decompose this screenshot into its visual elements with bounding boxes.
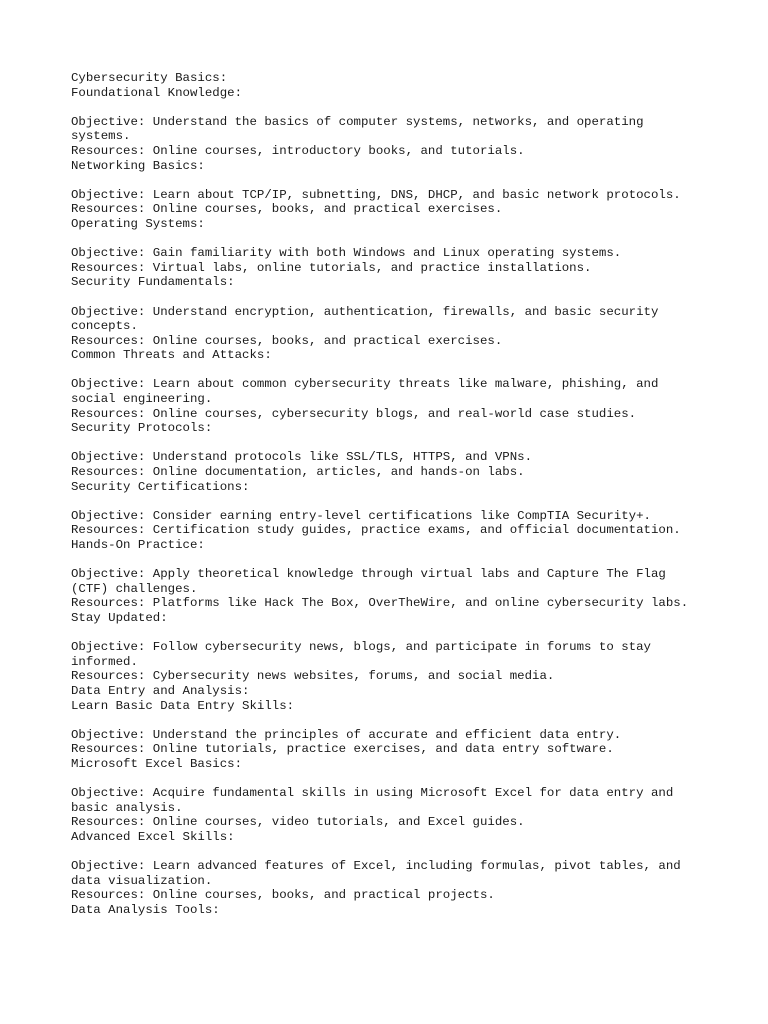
objective-line: Objective: Consider earning entry-level certifications like CompTIA Security+. [71,508,651,523]
blank-line [71,553,711,568]
resources-line: Resources: Online courses, books, and practical exercises. [71,333,503,348]
blank-line [71,844,711,859]
text-line: social engineering. [71,392,213,407]
objective-line: Objective: Learn about common cybersecurity threats like malware, phishing, and [71,377,659,392]
section-heading: Stay Updated: [71,610,168,625]
resources-line: Resources: Online courses, books, and practical projects. [71,888,495,903]
objective-line: Objective: Learn about TCP/IP, subnetting, DNS, DHCP, and basic network protocols. [71,187,681,202]
blank-line [71,232,711,247]
section-heading: Security Protocols: [71,421,213,436]
section-heading: Security Certifications: [71,479,250,494]
section-heading: Hands-On Practice: [71,538,205,552]
objective-line: Objective: Understand the principles of accurate and efficient data entry. [71,727,622,742]
resources-line: Resources: Virtual labs, online tutorials, and practice installations. [71,260,592,275]
section-heading: Learn Basic Data Entry Skills: [71,698,295,713]
objective-line: Objective: Learn advanced features of Excel, including formulas, pivot tables, and [71,859,681,874]
blank-line [71,494,711,509]
blank-line [71,290,711,305]
section-heading: Common Threats and Attacks: [71,348,272,363]
text-line: basic analysis. [71,800,183,815]
resources-line: Resources: Platforms like Hack The Box, OverTheWire, and online cybersecurity labs. [71,596,689,611]
resources-line: Resources: Online documentation, articles, and hands-on labs. [71,465,525,480]
section-heading: Networking Basics: [71,158,205,173]
section-heading: Operating Systems: [71,216,205,231]
section-heading: Data Entry and Analysis: [71,683,250,698]
blank-line [71,772,711,787]
section-heading: Cybersecurity Basics: [71,71,228,85]
section-heading: Microsoft Excel Basics: [71,756,243,771]
resources-line: Resources: Online courses, books, and practical exercises. [71,202,503,217]
text-line: informed. [71,654,138,669]
text-line: concepts. [71,319,138,334]
text-line: data visualization. [71,873,213,888]
resources-line: Resources: Online courses, cybersecurity blogs, and real-world case studies. [71,406,637,421]
objective-line: Objective: Understand encryption, authentication, firewalls, and basic security [71,304,659,319]
blank-line [71,626,711,641]
resources-line: Resources: Certification study guides, practice exams, and official documentation. [71,523,681,538]
resources-line: Resources: Online courses, video tutorials, and Excel guides. [71,815,525,830]
objective-line: Objective: Follow cybersecurity news, blogs, and participate in forums to stay [71,640,651,655]
resources-line: Resources: Online courses, introductory books, and tutorials. [71,143,525,158]
objective-line: Objective: Acquire fundamental skills in using Microsoft Excel for data entry and [71,786,674,801]
blank-line [71,713,711,728]
blank-line [71,363,711,378]
document-body [71,71,711,917]
blank-line [71,436,711,451]
resources-line: Resources: Cybersecurity news websites, forums, and social media. [71,669,555,684]
objective-line: Objective: Apply theoretical knowledge through virtual labs and Capture The Flag [71,567,666,582]
section-heading: Advanced Excel Skills: [71,829,235,844]
section-heading: Security Fundamentals: [71,275,235,290]
section-heading: Data Analysis Tools: [71,902,220,917]
objective-line: Objective: Understand protocols like SSL/TLS, HTTPS, and VPNs. [71,450,533,465]
blank-line [71,173,711,188]
text-line: systems. [71,129,131,144]
blank-line [71,100,711,115]
text-line: (CTF) challenges. [71,581,198,596]
objective-line: Objective: Gain familiarity with both Windows and Linux operating systems. [71,246,622,261]
objective-line: Objective: Understand the basics of computer systems, networks, and operating [71,114,644,129]
section-heading: Foundational Knowledge: [71,85,243,100]
resources-line: Resources: Online tutorials, practice exercises, and data entry software. [71,742,614,757]
